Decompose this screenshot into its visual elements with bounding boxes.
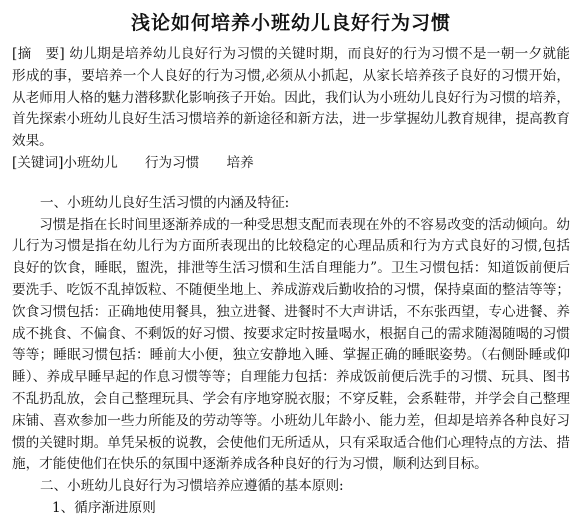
keywords-line: [关键词]小班幼儿 行为习惯 培养 xyxy=(12,154,254,171)
document-title: 浅论如何培养小班幼儿良好行为习惯 xyxy=(130,12,451,34)
abstract-paragraph: [摘 要] 幼儿期是培养幼儿良好行为习惯的关键时期，而良好的行为习惯不是一朝一夕就能形成的事，要培养一个人良好的行为习惯,必须从小抓起，从家长培养孩子良好的习惯开始，从老师用人格的魅力潜移默化影响孩子开始。因此，我们认为小班幼儿良好行为习惯的培养，首先探索小班幼儿良好生活习惯培养的新途径和新方法，进一步掌握幼儿教育规律，提高教育效果。 xyxy=(12,46,570,150)
section-2-item-1: 1、循序渐进原则 xyxy=(52,499,156,516)
section-1-heading: 一、小班幼儿良好生活习惯的内涵及特征: xyxy=(40,194,290,211)
section-1-body: 习惯是指在长时间里逐渐养成的一种受思想支配而表现在外的不容易改变的活动倾向。幼儿行为习惯是指在幼儿行为方面所表现出的比较稳定的心理品质和行为方式良好的习惯,包括良好的饮食，睡眠，盥洗，排泄等生活习惯和生活自理能力”。卫生习惯包括：知道饭前便后要洗手、吃饭不乱掉饭粒、不随便坐地上、养成游戏后勤收拾的习惯，保持桌面的整洁等等；饮食习惯包括：正确地使用餐具，独立进餐、进餐时不大声讲话，不东张西望，专心进餐、养成不挑食、不偏食、不剩饭的好习惯、按要求定时按量喝水，根据自己的需求随渴随喝的习惯等等；睡眠习惯包括：睡前大小便，独立安静地入睡、掌握正确的睡眠姿势。（右侧卧睡或仰睡）、养成早睡早起的作息习惯等等；自理能力包括：养成饭前便后洗手的习惯、玩具、图书不乱扔乱放，会自己整理玩具、学会有序地穿脱衣服；不穿反鞋，会系鞋带，并学会自己整理床铺、喜欢参加一些力所能及的劳动等等。小班幼儿年龄小、能力差，但却是培养各种良好习惯的关键时期。单凭呆板的说教，会使他们无所适从，只有采取适合他们心理特点的方法、措施，才能使他们在快乐的氛围中逐渐养成各种良好的行为习惯，顺利达到目标。 xyxy=(12,216,570,473)
section-2-heading: 二、小班幼儿良好行为习惯培养应遵循的基本原则: xyxy=(40,478,344,495)
